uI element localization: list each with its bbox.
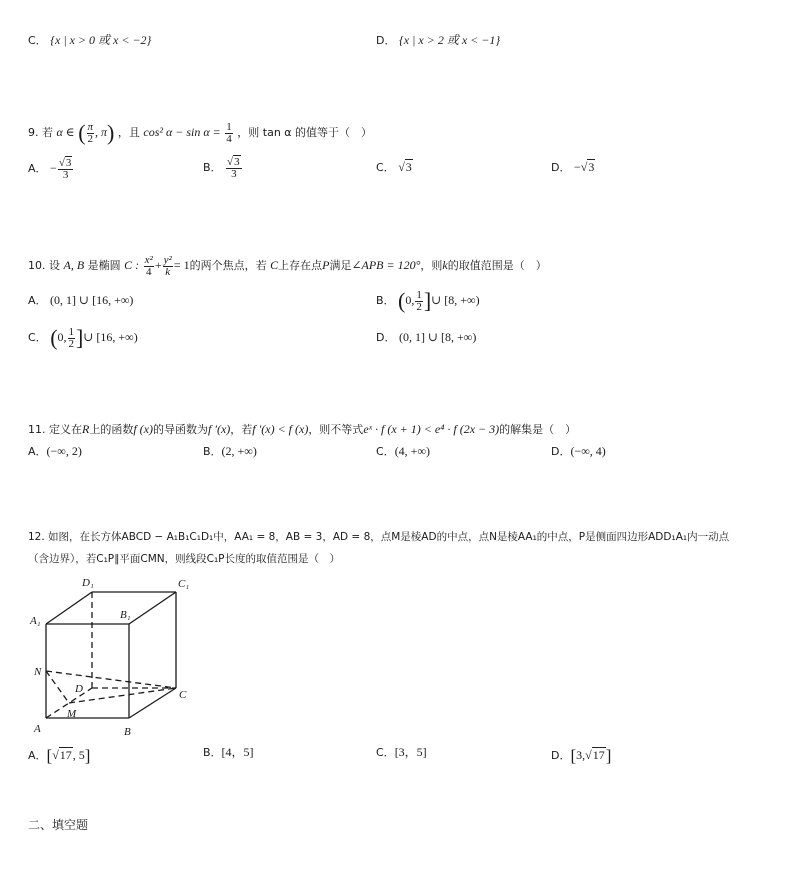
q12-option-c	[376, 745, 427, 760]
option-fraction: $\frac{1}{2}$	[68, 325, 75, 350]
q9-pi-over-2: $\frac{\pi}{2}$	[87, 120, 94, 145]
option-label: C．	[376, 445, 395, 458]
option-post: ∪ [8, +∞)	[431, 293, 480, 307]
option-label: D．	[551, 749, 571, 762]
q11-cond: f ′(x) < f (x)	[252, 422, 309, 436]
q9-option-c	[376, 160, 413, 175]
q9-one-quarter: $\frac{1}{4}$	[226, 120, 232, 145]
q10-exists: 上存在点	[278, 259, 323, 272]
q11-text-f: 的解集是（ ）	[499, 423, 577, 436]
q10-plus: +	[154, 258, 162, 272]
cuboid-figure	[26, 574, 206, 738]
label-c1: C₁	[178, 578, 190, 590]
q11-option-a	[28, 444, 82, 459]
q10-option-d	[376, 330, 476, 345]
option-label: D．	[376, 331, 396, 344]
open-paren: (	[78, 120, 86, 145]
q10-k2: k	[442, 258, 448, 272]
option-pre: 0,	[405, 293, 415, 307]
option-label: C．	[376, 746, 395, 759]
option-sqrt: √17	[52, 748, 72, 762]
option-label: D．	[551, 445, 571, 458]
option-label: B．	[203, 161, 222, 174]
q11-ineq: eˣ · f (x + 1) < e⁴ · f (2x − 3)	[363, 422, 500, 436]
option-body: {x | x > 2 或 x < −1}	[398, 33, 501, 47]
option-body: (0, 1] ∪ [8, +∞)	[398, 330, 477, 344]
q10-mid: 的两个焦点，若	[189, 259, 267, 272]
label-n: N	[34, 666, 42, 678]
q11-r: R	[82, 422, 90, 436]
option-label: D．	[551, 161, 571, 174]
q10-prefix: 10. 设	[28, 259, 60, 272]
option-sqrt: √3	[580, 160, 595, 174]
q10-then: ，则	[420, 259, 443, 272]
q11-fpx: f ′(x)	[208, 422, 231, 436]
q10-ab: A, B	[63, 258, 85, 272]
close-bracket: ]	[76, 325, 84, 350]
q12-option-d	[551, 745, 611, 767]
label-a1: A₁	[30, 615, 41, 627]
q11-fx: f (x)	[133, 422, 153, 436]
q12-stem-line1: 12. 如图，在长方体ABCD − A₁B₁C₁D₁中，AA₁ = 8，AB = 3，AD = 8，点M是棱AD的中点，点N是棱AA₁的中点，P是侧面四边形ADD₁A₁内一动点	[28, 531, 730, 543]
option-sign: −	[50, 161, 57, 175]
option-post: ∪ [16, +∞)	[83, 330, 138, 344]
option-label: B．	[203, 445, 222, 458]
q11-option-c	[376, 444, 430, 459]
option-pre: 0,	[57, 330, 67, 344]
option-sqrt: √17	[585, 748, 605, 762]
close-bracket: ]	[423, 288, 432, 313]
q9-prefix: 9. 若	[28, 126, 53, 139]
q8-option-c	[28, 33, 151, 48]
option-label: A．	[28, 162, 47, 175]
q10-option-c	[28, 321, 138, 354]
open-bracket: [	[570, 746, 577, 765]
q10-option-a	[28, 293, 133, 308]
q9-option-b	[203, 152, 243, 184]
option-label: A．	[28, 294, 47, 307]
q12-option-b	[203, 745, 254, 760]
close-bracket: ]	[84, 746, 91, 765]
close-bracket: ]	[605, 746, 612, 765]
label-b1: B₁	[120, 609, 131, 621]
open-paren: (	[398, 288, 406, 313]
q10-suffix: 的取值范围是（ ）	[447, 259, 547, 272]
option-body: (4, +∞)	[394, 444, 431, 458]
label-a: A	[34, 723, 41, 735]
section-heading: 二、填空题	[28, 818, 89, 832]
option-body: (2, +∞)	[221, 444, 257, 458]
q9-expr: cos² α − sin α =	[143, 125, 221, 139]
segment-n-c	[46, 671, 176, 688]
option-label: A．	[28, 749, 47, 762]
open-paren: (	[50, 325, 58, 350]
q9-option-d	[551, 160, 595, 175]
option-label: D．	[376, 34, 396, 47]
q10-c-label: C :	[124, 258, 140, 272]
option-label: C．	[376, 161, 395, 174]
q12-stem-line2: （含边界），若C₁P∥平面CMN，则线段C₁P长度的取值范围是（ ）	[28, 553, 340, 565]
q10-x2-over-4: $\frac{\text{x²}}{4}$	[144, 253, 153, 278]
q10-option-b	[376, 284, 480, 317]
q11-option-b	[203, 444, 257, 459]
q9-mid: ，且	[117, 126, 140, 139]
option-body: (−∞, 2)	[46, 444, 82, 458]
option-body: (−∞, 4)	[570, 444, 606, 458]
option-body: {x | x > 0 或 x < −2}	[50, 33, 152, 47]
label-d1: D₁	[82, 577, 94, 589]
option-fraction: $\frac{√3}{3}$	[227, 155, 240, 180]
q9-stem	[28, 118, 372, 147]
segment-m-c	[69, 688, 176, 703]
q9-suffix: ，则 tan α 的值等于（ ）	[237, 126, 373, 139]
label-m: M	[67, 708, 77, 720]
q10-p: P	[322, 258, 330, 272]
option-body: (0, 1] ∪ [16, +∞)	[50, 293, 134, 307]
q10-stem	[28, 250, 547, 281]
option-post: , 5	[72, 748, 85, 762]
q10-y2-over-k: $\frac{\text{y²}}{k}$	[163, 253, 172, 278]
q10-c2: C	[270, 258, 279, 272]
option-sqrt: √3	[398, 160, 412, 174]
option-body: [3，5]	[394, 745, 427, 759]
q11-option-d	[551, 444, 606, 459]
option-label: C．	[28, 331, 47, 344]
q12-option-a	[28, 745, 90, 767]
q10-is-foci: 是椭圆	[87, 259, 121, 272]
q11-stem	[28, 422, 576, 437]
label-b: B	[124, 726, 131, 738]
q11-text-c: 的导函数为	[153, 423, 208, 436]
open-bracket: [	[46, 746, 53, 765]
edge-b1-c1	[129, 592, 176, 624]
q11-text-a: 11. 定义在	[28, 423, 82, 436]
q8-option-d	[376, 33, 500, 48]
q11-text-b: 上的函数	[89, 423, 134, 436]
edge-b-c	[129, 688, 176, 718]
q11-text-d: ，若	[230, 423, 253, 436]
option-sign: −	[573, 160, 581, 174]
label-d: D	[75, 683, 83, 695]
q10-eq1: = 1	[173, 258, 190, 272]
q11-text-e: ，则不等式	[308, 423, 364, 436]
option-body: [4，5]	[221, 745, 254, 759]
q9-alpha-in: α ∈	[56, 125, 75, 139]
q9-interval-right: , π	[95, 125, 108, 139]
label-c: C	[179, 689, 187, 701]
edge-a1-d1	[46, 592, 92, 624]
q9-option-a	[28, 152, 74, 185]
q10-satisfies: 满足	[329, 259, 352, 272]
option-fraction: $\frac{√3}{3}$	[58, 156, 72, 181]
q10-angle: ∠APB = 120°	[351, 258, 421, 272]
option-label: B．	[203, 746, 222, 759]
close-paren: )	[107, 120, 115, 145]
option-label: B．	[376, 294, 395, 307]
option-pre: 3,	[576, 748, 586, 762]
option-label: C．	[28, 34, 47, 47]
option-label: A．	[28, 445, 47, 458]
option-fraction: $\frac{1}{2}$	[416, 288, 422, 313]
segment-n-m	[46, 671, 69, 703]
